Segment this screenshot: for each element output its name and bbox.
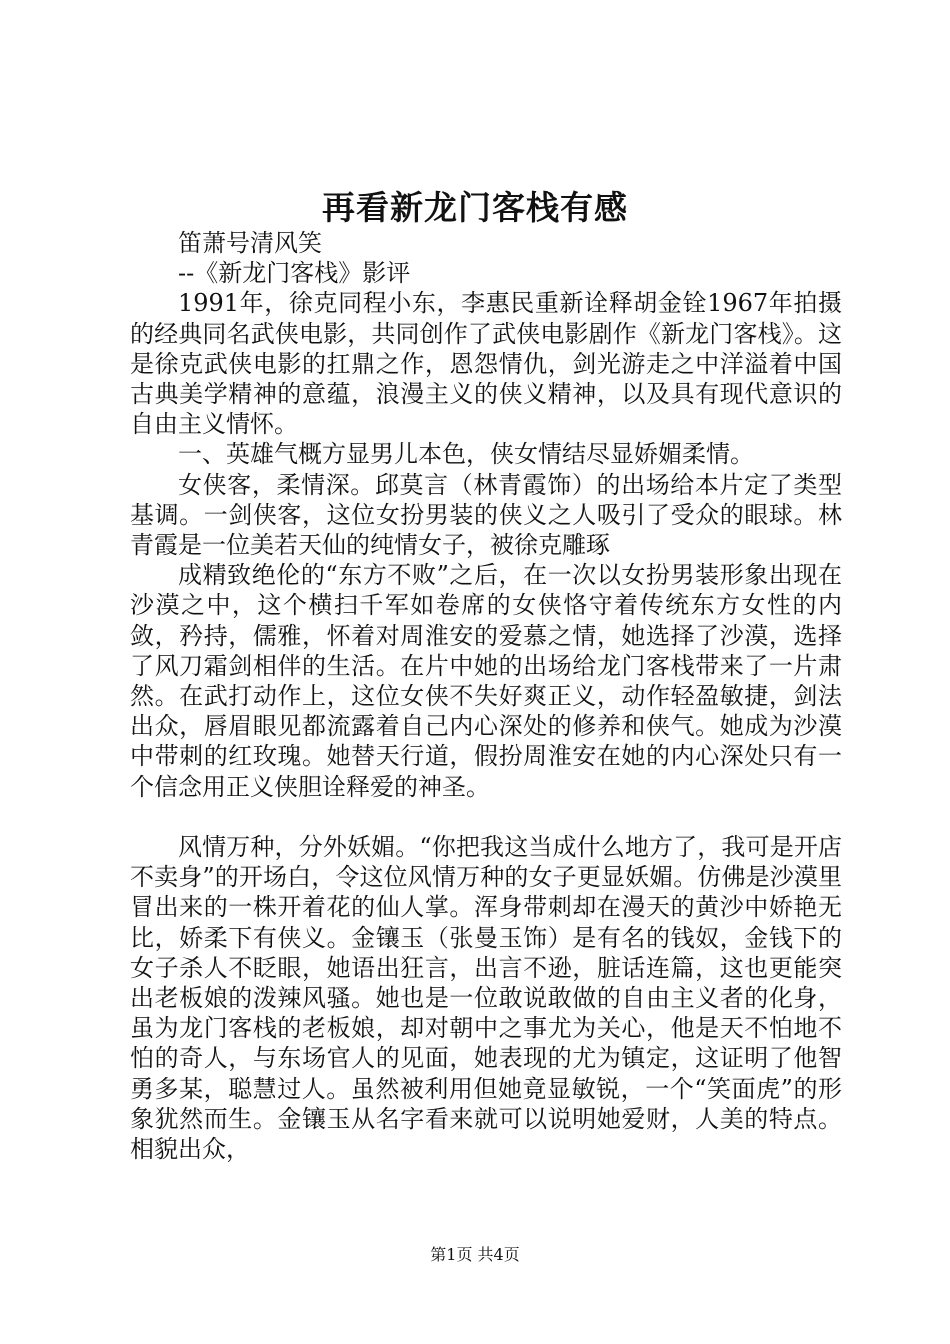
paragraph-innkeeper: 风情万种，分外妖媚。“你把我这当成什么地方了，我可是开店不卖身”的开场白，令这位风情万种的女子更显妖媚。仿佛是沙漠里冒出来的一株开着花的仙人掌。浑身带刺却在漫天的黄沙中娇艳无比，娇柔下有侠义。金镶玉（张曼玉饰）是有名的钱奴，金钱下的女子杀人不眨眼，她语出狂言，出言不逊，脏话连篇，这也更能突出老板娘的泼辣风骚。她也是一位敢说敢做的自由主义者的化身，虽为龙门客栈的老板娘，却对朝中之事尤为关心，他是天不怕地不怕的奇人，与东场官人的见面，她表现的尤为镇定，这证明了他智勇多某，聪慧过人。虽然被利用但她竟显敏锐，一个“笑面虎”的形象犹然而生。金镶玉从名字看来就可以说明她爱财，人美的特点。相貌出众， bbox=[130, 833, 842, 1164]
section-heading: 一、英雄气概方显男儿本色，侠女情结尽显娇媚柔情。 bbox=[178, 440, 754, 469]
paragraph-spacer bbox=[130, 802, 842, 832]
subtitle-line: --《新龙门客栈》影评 bbox=[178, 259, 411, 288]
page-number-footer: 第1页 共4页 bbox=[430, 1245, 520, 1264]
document-title: 再看新龙门客栈有感 bbox=[322, 188, 628, 227]
paragraph-intro: 1991年，徐克同程小东，李惠民重新诠释胡金铨1967年拍摄的经典同名武侠电影，共同创作了武侠电影剧作《新龙门客栈》。这是徐克武侠电影的扛鼎之作，恩怨情仇，剑光游走之中洋溢着中国古典美学精神的意蕴，浪漫主义的侠义精神，以及具有现代意识的自由主义情怀。 bbox=[130, 289, 842, 439]
author-line: 笛萧号清风笑 bbox=[178, 229, 322, 257]
paragraph-heroine-2: 成精致绝伦的“东方不败”之后，在一次以女扮男装形象出现在沙漠之中，这个横扫千军如卷席的女侠恪守着传统东方女性的内敛，矜持，儒雅，怀着对周淮安的爱慕之情，她选择了沙漠，选择了风刀霜剑相伴的生活。在片中她的出场给龙门客栈带来了一片肃然。在武打动作上，这位女侠不失好爽正义，动作轻盈敏捷，剑法出众，唇眉眼见都流露着自己内心深处的修养和侠气。她成为沙漠中带刺的红玫瑰。她替天行道，假扮周淮安在她的内心深处只有一个信念用正义侠胆诠释爱的神圣。 bbox=[130, 561, 842, 801]
document-body bbox=[130, 228, 842, 1164]
paragraph-heroine-1: 女侠客，柔情深。邱莫言（林青霞饰）的出场给本片定了类型基调。一剑侠客，这位女扮男装的侠义之人吸引了受众的眼球。林青霞是一位美若天仙的纯情女子，被徐克雕琢 bbox=[130, 470, 842, 560]
